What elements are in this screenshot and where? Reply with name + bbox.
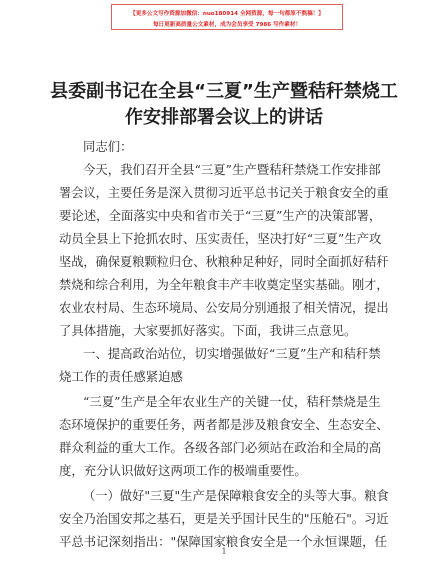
body-line: 今天，我们召开全县“三夏”生产暨秸秆禁烧工作安排部 — [83, 162, 381, 177]
body-line: 动员全县上下抢抓农时、压实责任，坚决打好“三夏”生产攻 — [59, 231, 382, 246]
body-line: 要论述，全面落实中央和省市关于“三夏”生产的决策部署， — [59, 208, 382, 223]
section-heading: 烧工作的责任感紧迫感 — [59, 369, 183, 384]
body-line: 坚战，确保夏粮颗粒归仓、秋粮种足种好，同时全面抓好秸秆 — [59, 254, 389, 269]
body-line: 平总书记深刻指出："保障国家粮食安全是一个永恒课题，任 — [59, 534, 387, 549]
page-number: 1 — [221, 547, 227, 556]
body-line: 了具体措施，大家要抓好落实。下面，我讲三点意见。 — [59, 323, 357, 338]
document-title-line-1: 县委副书记在全县“三夏”生产暨秸秆禁烧工 — [50, 81, 398, 102]
body-line: 农业农村局、生态环境局、公安局分别通报了相关情况，提出 — [59, 300, 389, 315]
body-line: 署会议，主要任务是深入贯彻习近平总书记关于粮食安全的重 — [59, 185, 389, 200]
section-heading: 一、提高政治站位，切实增强做好“三夏”生产和秸秆禁 — [83, 346, 381, 361]
body-line: 度，充分认识做好这两项工作的极端重要性。 — [59, 463, 307, 478]
body-line: 禁烧和综合利用，为全年粮食丰产丰收奠定坚实基础。刚才， — [59, 277, 389, 292]
salutation: 同志们： — [83, 139, 133, 154]
promo-line-2: 每日更新高质量公文素材，成为会员享受 7986 写作素材！ — [152, 22, 302, 28]
promo-line-1: 【更多公文写作资源加微信：nuo180914 全网资源，每一句都原不熬稿！】 — [130, 11, 324, 17]
body-line: 群众利益的重大工作。各级各部门必须站在政治和全局的高 — [59, 440, 382, 455]
body-line: “三夏”生产是全年农业生产的关键一仗，秸秆禁烧是生 — [83, 394, 381, 409]
body-line: 态环境保护的重要任务，两者都是涉及粮食安全、生态安全、 — [59, 417, 389, 432]
body-line: 安全乃治国安邦之基石，更是关乎国计民生的"压舱石"。习近 — [59, 511, 389, 526]
body-line: （一）做好"三夏"生产是保障粮食安全的头等大事。粮食 — [83, 488, 389, 503]
promo-banner — [111, 4, 343, 30]
document-title-line-2: 作安排部署会议上的讲话 — [125, 107, 323, 128]
